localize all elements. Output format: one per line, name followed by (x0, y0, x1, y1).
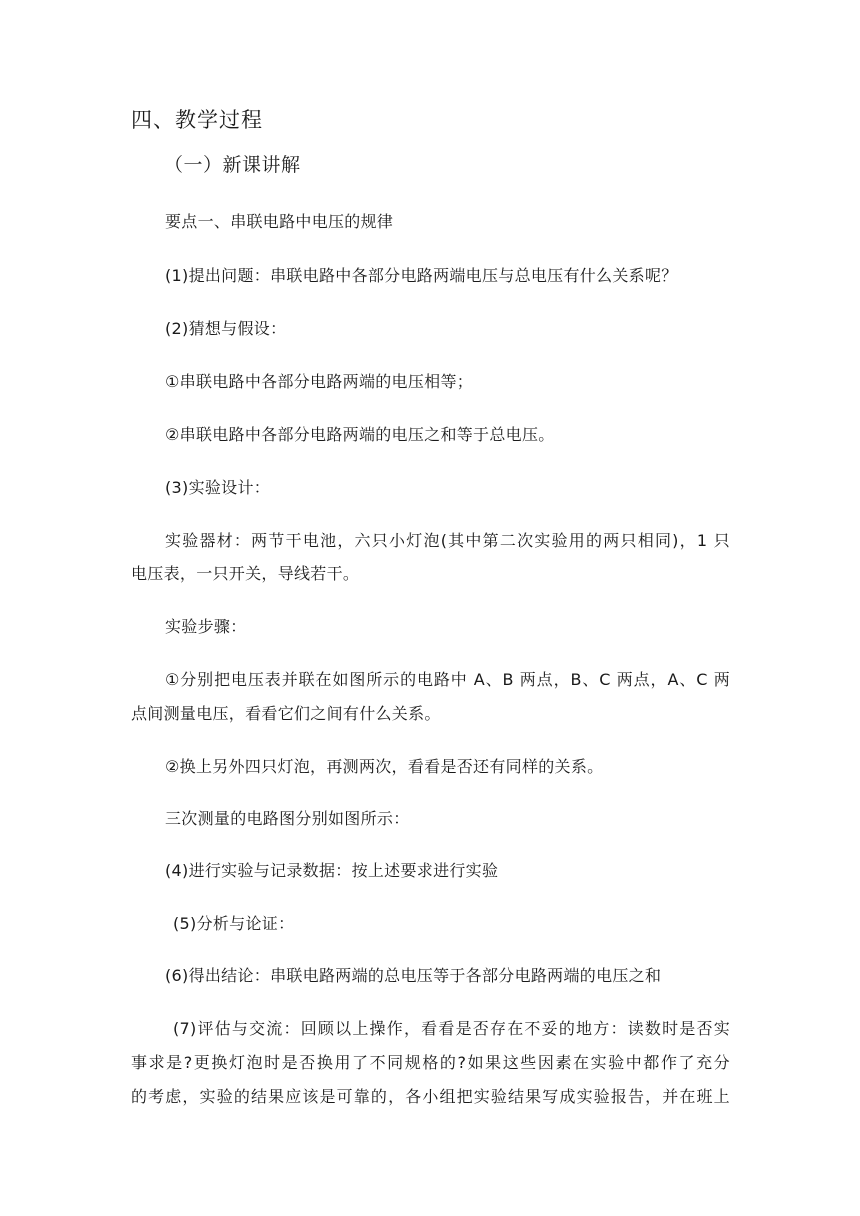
step-7-line-1: (7)评估与交流：回顾以上操作，看看是否存在不妥的地方：读数时是否实 (173, 1019, 730, 1038)
hypothesis-1: ①串联电路中各部分电路两端的电压相等； (165, 372, 474, 391)
step-4-experiment: (4)进行实验与记录数据：按上述要求进行实验 (165, 861, 499, 880)
hypothesis-2: ②串联电路中各部分电路两端的电压之和等于总电压。 (165, 425, 555, 444)
procedure-title: 实验步骤： (165, 617, 247, 636)
step-1-question: (1)提出问题：串联电路中各部分电路两端电压与总电压有什么关系呢？ (165, 266, 678, 285)
step-2-hypothesis: (2)猜想与假设： (165, 319, 287, 338)
step-3-design: (3)实验设计： (165, 478, 271, 497)
procedure-1-line-1: ①分别把电压表并联在如图所示的电路中 A、B 两点，B、C 两点，A、C 两 (165, 670, 730, 689)
step-5-analysis: (5)分析与论证： (173, 914, 295, 933)
step-7-line-2: 事求是?更换灯泡时是否换用了不同规格的?如果这些因素在实验中都作了充分 (131, 1053, 730, 1072)
materials-line-1: 实验器材：两节干电池，六只小灯泡(其中第二次实验用的两只相同)，1 只 (165, 531, 730, 550)
materials-line-2: 电压表，一只开关，导线若干。 (131, 564, 360, 583)
key-point-heading: 要点一、串联电路中电压的规律 (165, 212, 394, 231)
step-6-conclusion: (6)得出结论：串联电路两端的总电压等于各部分电路两端的电压之和 (165, 966, 662, 985)
circuit-note: 三次测量的电路图分别如图所示： (165, 809, 410, 828)
step-7-line-3: 的考虑，实验的结果应该是可靠的，各小组把实验结果写成实验报告，并在班上 (131, 1087, 730, 1106)
section-title: 四、教学过程 (131, 108, 263, 132)
procedure-2: ②换上另外四只灯泡，再测两次，看看是否还有同样的关系。 (165, 757, 604, 776)
procedure-1-line-2: 点间测量电压，看看它们之间有什么关系。 (131, 704, 441, 723)
subsection-title: （一）新课讲解 (164, 154, 301, 176)
